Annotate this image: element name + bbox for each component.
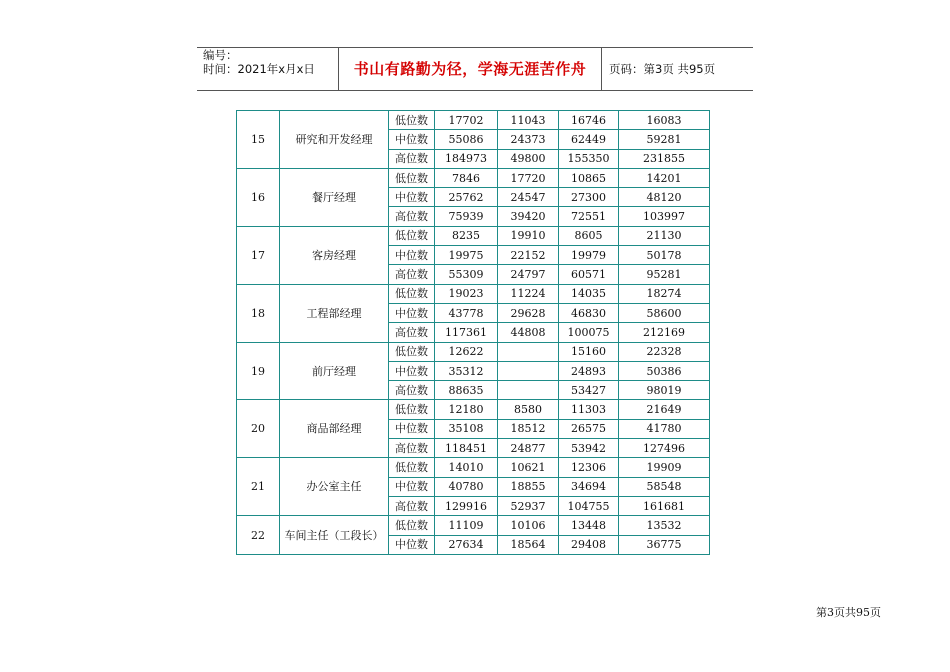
value-cell: 24373 — [498, 130, 559, 149]
row-number: 17 — [237, 226, 280, 284]
header-divider — [601, 47, 602, 90]
value-cell: 10621 — [498, 458, 559, 477]
table-row — [237, 400, 710, 419]
header-bottom-rule — [197, 90, 753, 91]
value-cell: 49800 — [498, 149, 559, 168]
value-cell: 53427 — [559, 381, 619, 400]
level-label: 中位数 — [389, 130, 435, 149]
value-cell: 127496 — [619, 439, 710, 458]
level-label: 高位数 — [389, 149, 435, 168]
value-cell: 24547 — [498, 188, 559, 207]
level-label: 高位数 — [389, 265, 435, 284]
value-cell — [498, 381, 559, 400]
value-cell: 8605 — [559, 226, 619, 245]
row-number: 22 — [237, 516, 280, 555]
value-cell: 16083 — [619, 111, 710, 130]
value-cell: 27634 — [435, 535, 498, 554]
number-label: 编号： — [203, 48, 238, 62]
value-cell: 21649 — [619, 400, 710, 419]
value-cell: 18855 — [498, 477, 559, 496]
value-cell: 36775 — [619, 535, 710, 554]
value-cell: 11109 — [435, 516, 498, 535]
level-label: 高位数 — [389, 323, 435, 342]
value-cell: 14035 — [559, 284, 619, 303]
value-cell: 12622 — [435, 342, 498, 361]
footer-page-number: 第3页共95页 — [816, 606, 881, 619]
level-label: 中位数 — [389, 477, 435, 496]
table-row — [237, 342, 710, 361]
job-title: 客房经理 — [280, 226, 389, 284]
time-label: 时间：2021年x月x日 — [203, 62, 315, 76]
salary-table — [236, 110, 710, 555]
value-cell: 13532 — [619, 516, 710, 535]
value-cell: 10865 — [559, 168, 619, 187]
level-label: 低位数 — [389, 342, 435, 361]
row-number: 18 — [237, 284, 280, 342]
value-cell: 118451 — [435, 439, 498, 458]
value-cell: 95281 — [619, 265, 710, 284]
value-cell: 18512 — [498, 419, 559, 438]
level-label: 中位数 — [389, 535, 435, 554]
table-row — [237, 226, 710, 245]
value-cell: 55309 — [435, 265, 498, 284]
value-cell: 40780 — [435, 477, 498, 496]
value-cell: 11224 — [498, 284, 559, 303]
value-cell: 53942 — [559, 439, 619, 458]
level-label: 高位数 — [389, 496, 435, 515]
value-cell: 19023 — [435, 284, 498, 303]
value-cell: 44808 — [498, 323, 559, 342]
value-cell: 24893 — [559, 361, 619, 380]
value-cell: 27300 — [559, 188, 619, 207]
value-cell: 21130 — [619, 226, 710, 245]
value-cell: 34694 — [559, 477, 619, 496]
value-cell: 24797 — [498, 265, 559, 284]
value-cell: 75939 — [435, 207, 498, 226]
value-cell: 19975 — [435, 246, 498, 265]
value-cell: 18274 — [619, 284, 710, 303]
value-cell: 48120 — [619, 188, 710, 207]
value-cell: 62449 — [559, 130, 619, 149]
value-cell: 39420 — [498, 207, 559, 226]
table-row — [237, 516, 710, 535]
value-cell: 24877 — [498, 439, 559, 458]
value-cell: 52937 — [498, 496, 559, 515]
value-cell: 35312 — [435, 361, 498, 380]
job-title: 餐厅经理 — [280, 168, 389, 226]
row-number: 16 — [237, 168, 280, 226]
header-motto: 书山有路勤为径，学海无涯苦作舟 — [353, 60, 587, 78]
job-title: 前厅经理 — [280, 342, 389, 400]
level-label: 低位数 — [389, 168, 435, 187]
value-cell: 46830 — [559, 303, 619, 322]
value-cell: 8235 — [435, 226, 498, 245]
salary-table-body — [237, 111, 710, 555]
value-cell: 19910 — [498, 226, 559, 245]
value-cell: 29628 — [498, 303, 559, 322]
level-label: 低位数 — [389, 284, 435, 303]
job-title: 商品部经理 — [280, 400, 389, 458]
value-cell: 50386 — [619, 361, 710, 380]
job-title: 工程部经理 — [280, 284, 389, 342]
value-cell: 13448 — [559, 516, 619, 535]
level-label: 低位数 — [389, 111, 435, 130]
value-cell: 100075 — [559, 323, 619, 342]
level-label: 低位数 — [389, 516, 435, 535]
value-cell: 35108 — [435, 419, 498, 438]
value-cell: 7846 — [435, 168, 498, 187]
table-row — [237, 111, 710, 130]
value-cell: 10106 — [498, 516, 559, 535]
level-label: 中位数 — [389, 188, 435, 207]
value-cell: 60571 — [559, 265, 619, 284]
level-label: 中位数 — [389, 303, 435, 322]
value-cell: 184973 — [435, 149, 498, 168]
value-cell: 117361 — [435, 323, 498, 342]
value-cell — [498, 361, 559, 380]
value-cell — [498, 342, 559, 361]
value-cell: 11303 — [559, 400, 619, 419]
value-cell: 16746 — [559, 111, 619, 130]
level-label: 中位数 — [389, 419, 435, 438]
value-cell: 58548 — [619, 477, 710, 496]
value-cell: 43778 — [435, 303, 498, 322]
row-number: 15 — [237, 111, 280, 169]
value-cell: 104755 — [559, 496, 619, 515]
value-cell: 22328 — [619, 342, 710, 361]
table-row — [237, 284, 710, 303]
value-cell: 212169 — [619, 323, 710, 342]
job-title: 研究和开发经理 — [280, 111, 389, 169]
value-cell: 8580 — [498, 400, 559, 419]
value-cell: 17720 — [498, 168, 559, 187]
header-left-block — [203, 48, 315, 76]
value-cell: 98019 — [619, 381, 710, 400]
value-cell: 29408 — [559, 535, 619, 554]
row-number: 21 — [237, 458, 280, 516]
value-cell: 161681 — [619, 496, 710, 515]
level-label: 低位数 — [389, 458, 435, 477]
value-cell: 19979 — [559, 246, 619, 265]
value-cell: 72551 — [559, 207, 619, 226]
header-page-label: 页码：第3页 共95页 — [609, 61, 716, 76]
value-cell: 11043 — [498, 111, 559, 130]
value-cell: 41780 — [619, 419, 710, 438]
value-cell: 15160 — [559, 342, 619, 361]
job-title: 车间主任（工段长） — [280, 516, 389, 555]
value-cell: 58600 — [619, 303, 710, 322]
value-cell: 17702 — [435, 111, 498, 130]
job-title: 办公室主任 — [280, 458, 389, 516]
level-label: 低位数 — [389, 226, 435, 245]
value-cell: 18564 — [498, 535, 559, 554]
level-label: 中位数 — [389, 361, 435, 380]
value-cell: 14010 — [435, 458, 498, 477]
value-cell: 155350 — [559, 149, 619, 168]
value-cell: 12180 — [435, 400, 498, 419]
level-label: 高位数 — [389, 381, 435, 400]
row-number: 20 — [237, 400, 280, 458]
value-cell: 26575 — [559, 419, 619, 438]
value-cell: 25762 — [435, 188, 498, 207]
value-cell: 14201 — [619, 168, 710, 187]
value-cell: 129916 — [435, 496, 498, 515]
value-cell: 231855 — [619, 149, 710, 168]
level-label: 高位数 — [389, 207, 435, 226]
table-row — [237, 458, 710, 477]
row-number: 19 — [237, 342, 280, 400]
value-cell: 88635 — [435, 381, 498, 400]
value-cell: 12306 — [559, 458, 619, 477]
value-cell: 59281 — [619, 130, 710, 149]
value-cell: 55086 — [435, 130, 498, 149]
value-cell: 50178 — [619, 246, 710, 265]
value-cell: 103997 — [619, 207, 710, 226]
table-row — [237, 168, 710, 187]
value-cell: 22152 — [498, 246, 559, 265]
value-cell: 19909 — [619, 458, 710, 477]
level-label: 低位数 — [389, 400, 435, 419]
level-label: 中位数 — [389, 246, 435, 265]
level-label: 高位数 — [389, 439, 435, 458]
